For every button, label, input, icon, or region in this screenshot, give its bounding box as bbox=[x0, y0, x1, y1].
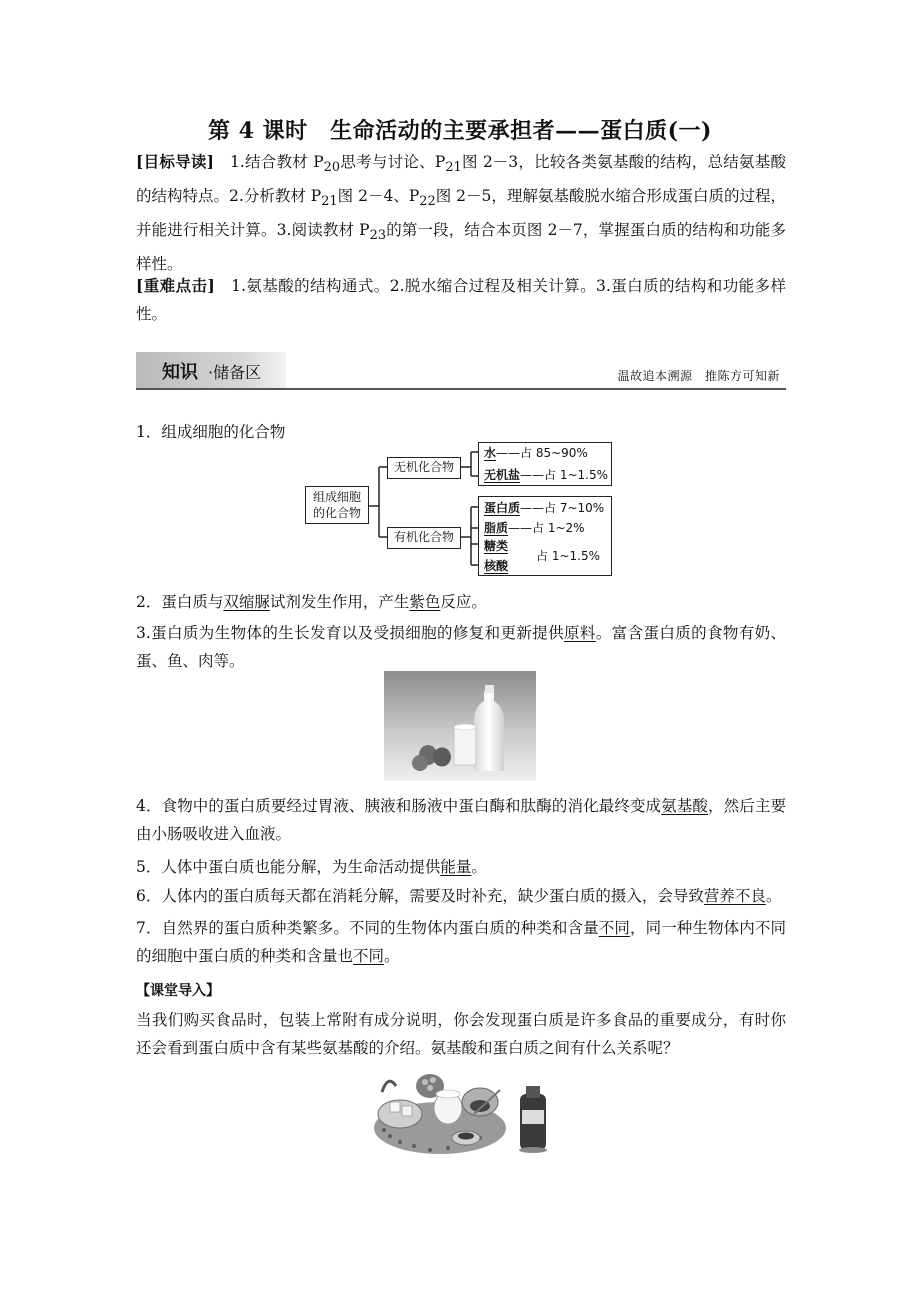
section-header bbox=[136, 352, 786, 392]
food-assortment-illustration bbox=[370, 1066, 556, 1158]
lipid-row bbox=[484, 519, 585, 536]
goals-text: 图 2－4、P bbox=[337, 187, 420, 206]
item-7 bbox=[136, 914, 786, 970]
food-photo bbox=[384, 671, 536, 781]
item-text: 4．食物中的蛋白质要经过胃液、胰液和肠液中蛋白酶和肽酶的消化最终变成 bbox=[136, 797, 662, 815]
item-2 bbox=[136, 588, 786, 616]
page-sub: 23 bbox=[369, 228, 387, 244]
eggs-milk-illustration bbox=[384, 671, 536, 781]
section-heading: 知识 bbox=[162, 362, 198, 383]
root-box bbox=[305, 486, 369, 524]
section-heading-suffix: ·储备区 bbox=[208, 363, 262, 382]
learning-goals bbox=[136, 148, 786, 278]
goals-text: 1.结合教材 P bbox=[229, 153, 324, 171]
goals-text: 图 2－5，理解氨基酸脱水缩合形成蛋白质的过程，并能进行相关计算。3.阅读教材 P bbox=[136, 187, 786, 240]
answer-blank: 氨基酸 bbox=[661, 797, 709, 815]
item-text: 反应。 bbox=[440, 593, 487, 611]
item-text: 。 bbox=[765, 887, 782, 905]
page-sub: 21 bbox=[445, 160, 462, 176]
sugar-nucleic-pct: 占 1~1.5% bbox=[536, 549, 600, 563]
salt-label: 无机盐 bbox=[484, 468, 521, 482]
water-pct: ——占 85~90% bbox=[496, 446, 588, 460]
item-text: 。 bbox=[471, 858, 487, 876]
item-text: 5．人体中蛋白质也能分解，为生命活动提供 bbox=[136, 858, 441, 876]
answer-blank: 能量 bbox=[440, 858, 472, 876]
lipid-label: 脂质 bbox=[484, 521, 509, 535]
item-text: ，同一种生物体内不同的细胞中蛋白质的种类和含量也 bbox=[136, 919, 786, 965]
sugar-text: 糖类 bbox=[484, 539, 509, 553]
answer-blank: 营养不良 bbox=[703, 887, 766, 905]
item-5 bbox=[136, 853, 786, 881]
item-text: 6．人体内的蛋白质每天都在消耗分解，需要及时补充，缺少蛋白质的摄入，会导致 bbox=[136, 887, 704, 905]
item-text: 试剂发生作用，产生 bbox=[269, 593, 410, 611]
organic-box: 有机化合物 bbox=[387, 527, 461, 549]
answer-blank: 原料 bbox=[564, 624, 596, 642]
intro-text: 当我们购买食品时，包装上常附有成分说明，你会发现蛋白质是许多食品的重要成分，有时你还会看到蛋白质中含有某些氨基酸的介绍。氨基酸和蛋白质之间有什么关系呢？ bbox=[136, 1011, 786, 1057]
goals-text: 的第一段，结合本页图 2－7，掌握蛋白质的结构和功能多样性。 bbox=[136, 221, 786, 274]
answer-blank: 双缩脲 bbox=[223, 593, 270, 611]
item-1: 1．组成细胞的化合物 bbox=[136, 423, 286, 441]
inorganic-box: 无机化合物 bbox=[387, 457, 461, 479]
page-sub: 22 bbox=[419, 194, 436, 210]
key-points-label: [重难点击] bbox=[136, 276, 215, 295]
item-6 bbox=[136, 882, 786, 910]
water-row bbox=[484, 444, 588, 461]
page-sub: 21 bbox=[321, 194, 338, 210]
answer-blank: 不同 bbox=[353, 947, 385, 965]
section-divider bbox=[136, 388, 786, 390]
sugar-label bbox=[484, 537, 508, 554]
key-points-text: 1.氨基酸的结构通式。2.脱水缩合过程及相关计算。3.蛋白质的结构和功能多样性。 bbox=[136, 277, 786, 323]
item-text: 3.蛋白质为生物体的生长发育以及受损细胞的修复和更新提供 bbox=[136, 624, 565, 642]
salt-row bbox=[484, 466, 608, 483]
page-title: 第 4 课时 生命活动的主要承担者——蛋白质(一) bbox=[208, 118, 712, 144]
answer-blank: 不同 bbox=[598, 919, 630, 937]
root-line: 组成细胞 bbox=[312, 490, 361, 504]
item-3 bbox=[136, 619, 786, 675]
intro-label-text: 【课堂导入】 bbox=[136, 983, 220, 999]
item-text: 2．蛋白质与 bbox=[136, 593, 224, 611]
item-text: 。 bbox=[384, 947, 400, 965]
salt-pct: ——占 1~1.5% bbox=[520, 468, 609, 482]
lipid-pct: ——占 1~2% bbox=[508, 521, 585, 535]
goals-label: [目标导读] bbox=[136, 152, 214, 171]
goals-text: 思考与讨论、P bbox=[340, 153, 446, 171]
intro-label bbox=[136, 976, 786, 1005]
nucleic-label bbox=[484, 557, 508, 574]
section-slogan: 温故追本溯源 推陈方可知新 bbox=[617, 369, 780, 383]
key-points bbox=[136, 272, 786, 328]
protein-label: 蛋白质 bbox=[484, 501, 521, 515]
water-label: 水 bbox=[484, 446, 497, 460]
food-assortment-photo bbox=[370, 1066, 556, 1158]
compound-diagram bbox=[300, 438, 620, 580]
protein-pct: ——占 7~10% bbox=[520, 501, 605, 515]
item-text: ，然后主要由小肠吸收进入血液。 bbox=[136, 797, 786, 843]
root-line: 的化合物 bbox=[312, 506, 361, 520]
page-sub: 20 bbox=[323, 160, 341, 176]
nucleic-text: 核酸 bbox=[484, 559, 509, 573]
item-4 bbox=[136, 792, 786, 848]
protein-row bbox=[484, 499, 604, 516]
item-text: 。富含蛋白质的食物有奶、蛋、鱼、肉等。 bbox=[136, 624, 786, 670]
item-text: 7．自然界的蛋白质种类繁多。不同的生物体内蛋白质的种类和含量 bbox=[136, 919, 599, 937]
goals-text: 图 2－3，比较各类氨基酸的结构，总结氨基酸的结构特点。2.分析教材 P bbox=[136, 153, 786, 206]
answer-blank: 紫色 bbox=[409, 593, 441, 611]
